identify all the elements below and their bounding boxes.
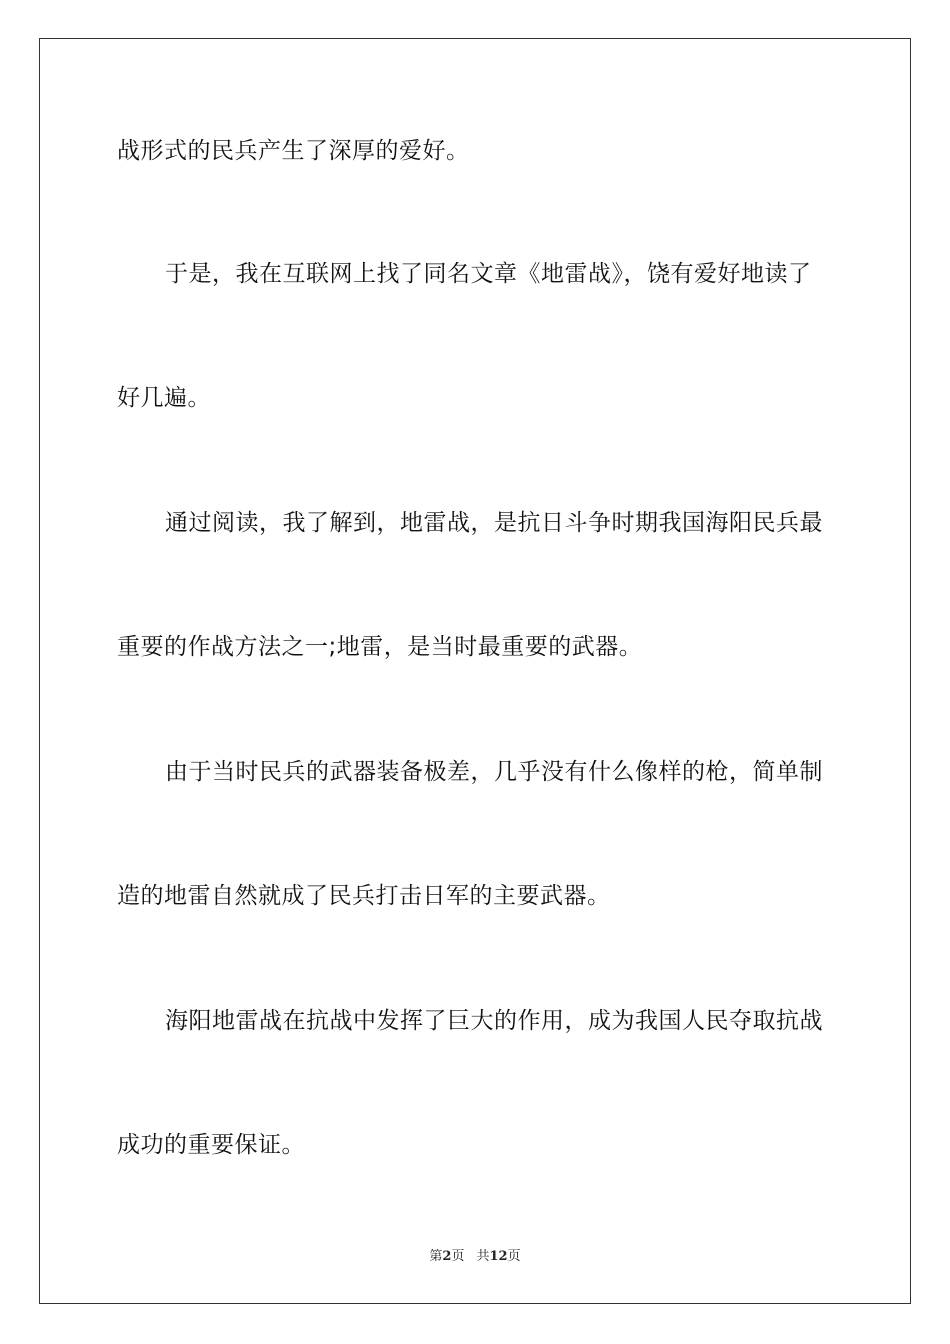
paragraph-line: 海阳地雷战在抗战中发挥了巨大的作用，成为我国人民夺取抗战 [165,1008,823,1034]
paragraph-line: 通过阅读，我了解到，地雷战，是抗日斗争时期我国海阳民兵最 [165,510,823,536]
paragraph-line: 由于当时民兵的武器装备极差，几乎没有什么像样的枪，简单制 [165,759,823,785]
page-footer [0,1248,950,1266]
total-pages: 12 [489,1249,508,1264]
paragraph-line: 好几遍。 [117,385,211,411]
paragraph-line: 战形式的民兵产生了深厚的爱好。 [117,138,470,164]
page-prefix: 第 [429,1249,443,1264]
paragraph-line: 造的地雷自然就成了民兵打击日军的主要武器。 [117,883,611,909]
paragraph-line: 重要的作战方法之一;地雷，是当时最重要的武器。 [117,634,643,660]
page-border [39,38,911,1304]
page-suffix: 页 [451,1249,465,1264]
paragraph-line: 于是，我在互联网上找了同名文章《地雷战》，饶有爱好地读了 [165,261,812,287]
page-number: 2 [442,1249,452,1264]
total-suffix: 页 [507,1249,521,1264]
paragraph-line: 成功的重要保证。 [117,1132,305,1158]
total-prefix: 共 [476,1249,490,1264]
